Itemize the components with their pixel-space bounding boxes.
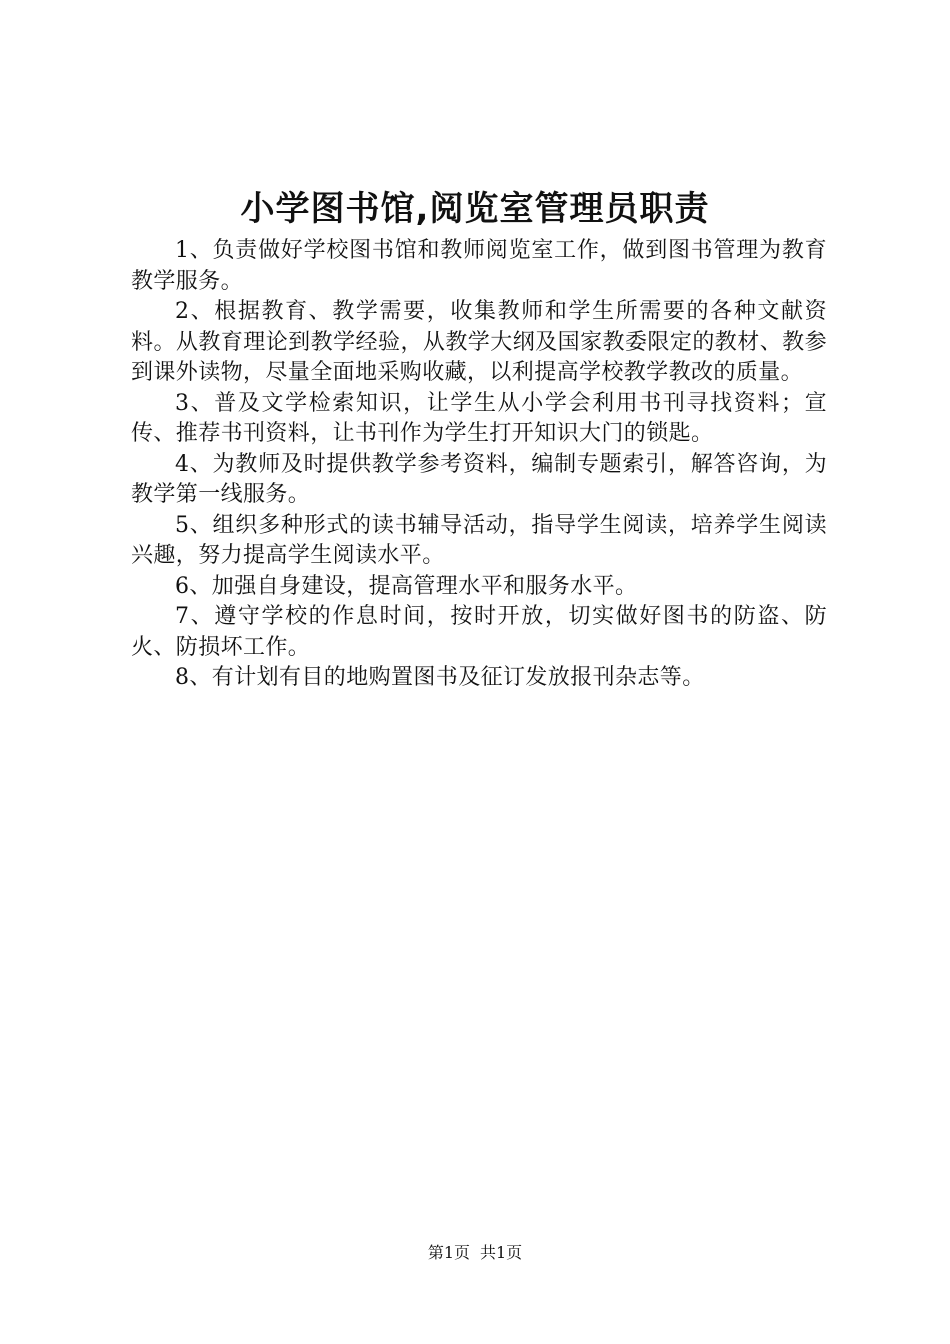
page-number: 第1页 — [427, 1243, 470, 1262]
document-body — [131, 236, 827, 694]
paragraph-5: 5、组织多种形式的读书辅导活动，指导学生阅读，培养学生阅读兴趣，努力提高学生阅读水平。 — [131, 512, 827, 568]
document-title: 小学图书馆,阅览室管理员职责 — [240, 189, 710, 229]
paragraph-2: 2、根据教育、教学需要，收集教师和学生所需要的各种文献资料。从教育理论到教学经验，从教学大纲及国家教委限定的教材、教参到课外读物，尽量全面地采购收藏，以利提高学校教学教改的质量。 — [131, 299, 827, 385]
paragraph-7: 7、遵守学校的作息时间，按时开放，切实做好图书的防盗、防火、防损坏工作。 — [131, 604, 827, 660]
paragraph-3: 3、普及文学检索知识，让学生从小学会利用书刊寻找资料；宣传、推荐书刊资料，让书刊作为学生打开知识大门的锁匙。 — [131, 390, 827, 446]
page-footer — [0, 1242, 950, 1264]
paragraph-6: 6、加强自身建设，提高管理水平和服务水平。 — [175, 573, 638, 599]
page-total: 共1页 — [480, 1243, 523, 1262]
paragraph-1: 1、负责做好学校图书馆和教师阅览室工作，做到图书管理为教育教学服务。 — [131, 238, 827, 294]
paragraph-8: 8、有计划有目的地购置图书及征订发放报刊杂志等。 — [175, 665, 705, 690]
paragraph-4: 4、为教师及时提供教学参考资料，编制专题索引，解答咨询，为教学第一线服务。 — [131, 451, 827, 507]
